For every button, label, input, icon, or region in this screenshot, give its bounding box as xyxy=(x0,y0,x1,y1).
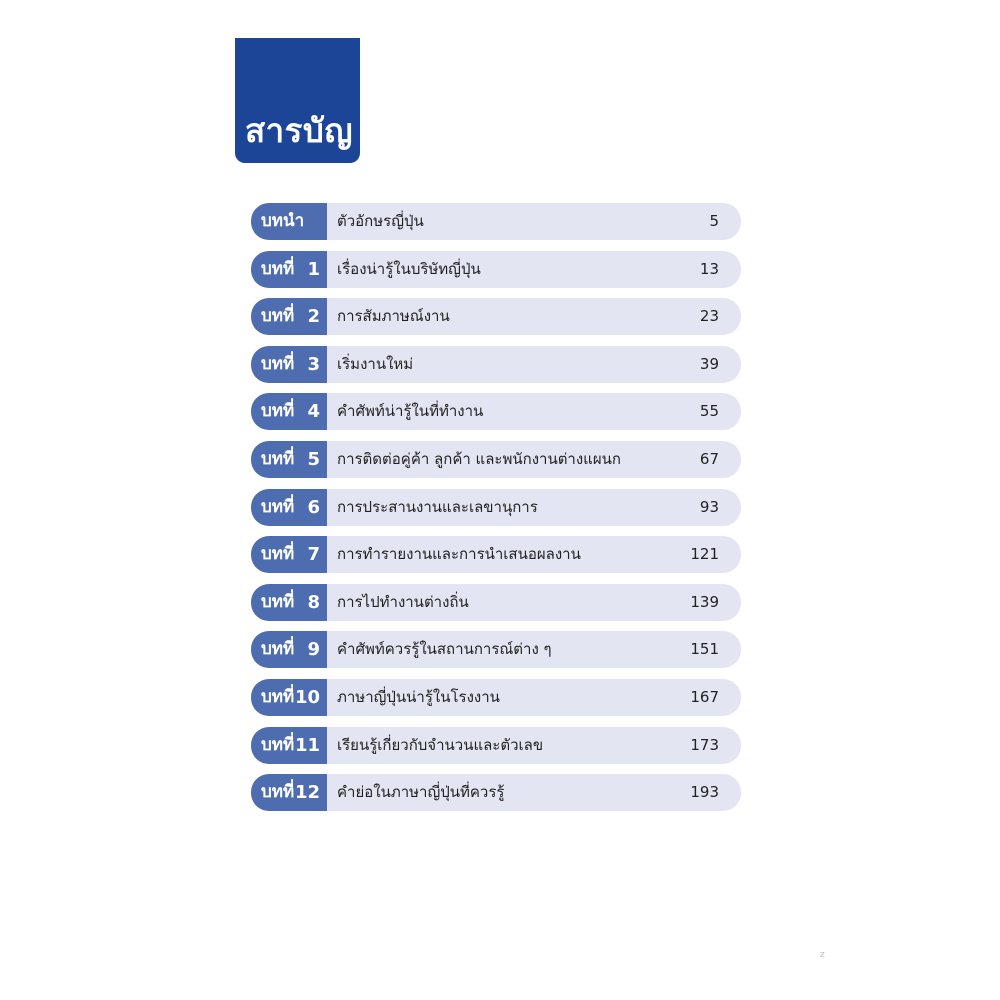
chapter-number: 7 xyxy=(307,544,320,566)
chapter-label xyxy=(251,679,327,716)
chapter-label xyxy=(251,536,327,573)
chapter-number: 5 xyxy=(307,448,320,470)
page-number: 121 xyxy=(690,545,719,564)
chapter-title: การประสานงานและเลขานุการ xyxy=(337,497,538,516)
chapter-title: เริ่มงานใหม่ xyxy=(337,354,414,373)
chapter-number: 9 xyxy=(307,639,320,661)
toc-row[interactable] xyxy=(251,441,741,478)
page-number: 151 xyxy=(690,640,719,659)
chapter-word: บทที่ xyxy=(261,686,295,707)
page-number: 67 xyxy=(699,449,719,468)
chapter-word: บทที่ xyxy=(261,353,295,374)
chapter-title: ตัวอักษรญี่ปุ่น xyxy=(337,212,424,230)
chapter-number: 4 xyxy=(307,401,320,423)
chapter-label xyxy=(251,631,327,668)
chapter-label xyxy=(251,203,327,240)
toc-list xyxy=(251,203,741,822)
page-number: 39 xyxy=(699,354,719,373)
toc-row[interactable] xyxy=(251,251,741,288)
chapter-title: คำศัพท์น่ารู้ในที่ทำงาน xyxy=(337,402,484,421)
chapter-number: 10 xyxy=(294,686,320,708)
chapter-word: บทที่ xyxy=(261,258,295,279)
chapter-word: บทที่ xyxy=(261,448,295,469)
chapter-number: 8 xyxy=(307,591,320,613)
chapter-word: บทที่ xyxy=(261,591,295,612)
chapter-title: คำย่อในภาษาญี่ปุ่นที่ควรรู้ xyxy=(337,783,505,802)
toc-row[interactable] xyxy=(251,631,741,668)
toc-row[interactable] xyxy=(251,489,741,526)
chapter-title: การทำรายงานและการนำเสนอผลงาน xyxy=(337,545,581,564)
chapter-word: บทที่ xyxy=(261,639,295,660)
chapter-word: บทที่ xyxy=(261,496,295,517)
title-tab xyxy=(235,38,360,163)
chapter-word: บทที่ xyxy=(261,544,295,565)
page-number: 5 xyxy=(709,212,719,230)
chapter-label xyxy=(251,251,327,288)
toc-row[interactable] xyxy=(251,774,741,811)
toc-row[interactable] xyxy=(251,298,741,335)
page-number: 23 xyxy=(699,307,719,326)
chapter-word: บทที่ xyxy=(261,782,295,803)
chapter-number: 6 xyxy=(307,496,320,518)
chapter-label xyxy=(251,393,327,430)
page-number: 139 xyxy=(690,592,719,611)
footer-mark: z xyxy=(820,950,825,960)
chapter-number: 1 xyxy=(307,258,320,280)
chapter-label xyxy=(251,441,327,478)
page-number: 13 xyxy=(699,259,719,278)
chapter-title: คำศัพท์ควรรู้ในสถานการณ์ต่าง ๆ xyxy=(337,640,552,659)
chapter-word: บทนำ xyxy=(261,211,305,231)
chapter-title: การสัมภาษณ์งาน xyxy=(337,307,450,326)
chapter-label xyxy=(251,774,327,811)
chapter-number: 2 xyxy=(307,306,320,328)
toc-row[interactable] xyxy=(251,536,741,573)
chapter-word: บทที่ xyxy=(261,306,295,327)
chapter-word: บทที่ xyxy=(261,401,295,422)
toc-row[interactable] xyxy=(251,346,741,383)
page-title: สารบัญ xyxy=(245,111,353,150)
page-number: 93 xyxy=(699,497,719,516)
toc-row[interactable] xyxy=(251,584,741,621)
chapter-label xyxy=(251,346,327,383)
toc-row[interactable] xyxy=(251,727,741,764)
page-number: 55 xyxy=(699,402,719,421)
chapter-title: ภาษาญี่ปุ่นน่ารู้ในโรงงาน xyxy=(337,687,500,706)
chapter-title: การไปทำงานต่างถิ่น xyxy=(337,592,469,611)
chapter-number: 11 xyxy=(294,734,320,756)
chapter-title: เรื่องน่ารู้ในบริษัทญี่ปุ่น xyxy=(337,259,481,278)
toc-row[interactable] xyxy=(251,679,741,716)
toc-row[interactable] xyxy=(251,393,741,430)
chapter-word: บทที่ xyxy=(261,734,295,755)
chapter-label xyxy=(251,727,327,764)
chapter-title: เรียนรู้เกี่ยวกับจำนวนและตัวเลข xyxy=(337,735,544,754)
chapter-label xyxy=(251,489,327,526)
page-number: 173 xyxy=(690,735,719,754)
chapter-label xyxy=(251,298,327,335)
chapter-title: การติดต่อคู่ค้า ลูกค้า และพนักงานต่างแผนก xyxy=(337,449,621,468)
chapter-number: 12 xyxy=(294,782,320,804)
page-number: 167 xyxy=(690,687,719,706)
page-number: 193 xyxy=(690,783,719,802)
toc-row[interactable] xyxy=(251,203,741,240)
chapter-label xyxy=(251,584,327,621)
chapter-number: 3 xyxy=(307,353,320,375)
